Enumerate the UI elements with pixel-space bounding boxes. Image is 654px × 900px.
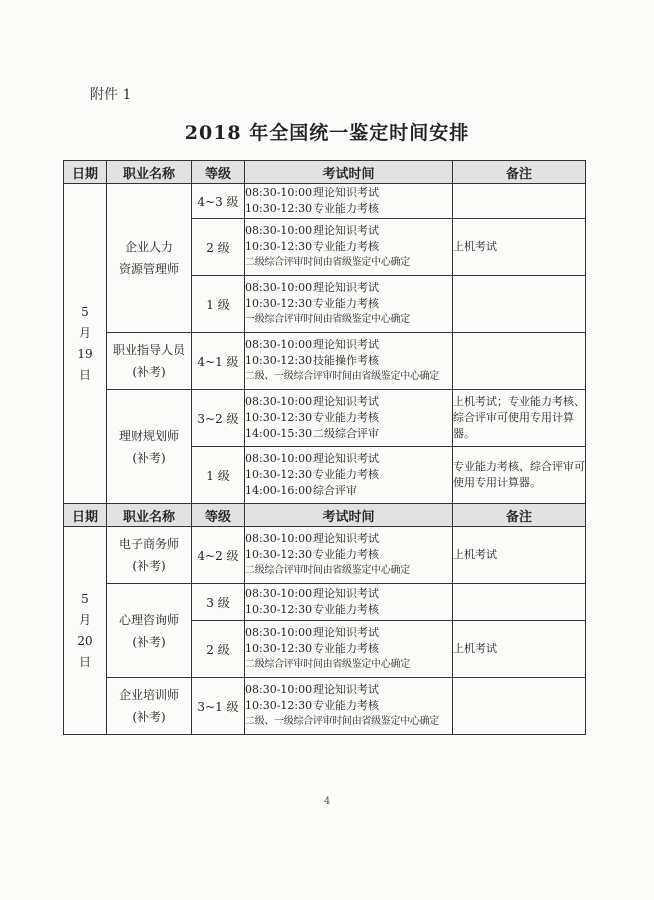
header-level: 等级 bbox=[192, 161, 245, 184]
table-row bbox=[64, 584, 586, 621]
time-cell: 08:30-10:00理论知识考试 10:30-12:30专业能力考核 14:00-16:00综合评审 bbox=[245, 447, 453, 504]
occupation-name: 理财规划师 (补考) bbox=[107, 390, 192, 504]
level-cell: 2 级 bbox=[192, 621, 245, 678]
time-cell: 08:30-10:00理论知识考试 10:30-12:30技能操作考核 二级、一级综合评审时间由省级鉴定中心确定 bbox=[245, 333, 453, 390]
time-cell: 08:30-10:00理论知识考试 10:30-12:30专业能力考核 一级综合评审时间由省级鉴定中心确定 bbox=[245, 276, 453, 333]
remark-cell bbox=[453, 584, 586, 621]
header-date: 日期 bbox=[64, 504, 107, 527]
table-row bbox=[64, 333, 586, 390]
time-cell: 08:30-10:00理论知识考试 10:30-12:30专业能力考核 二级综合评审时间由省级鉴定中心确定 bbox=[245, 621, 453, 678]
time-cell: 08:30-10:00理论知识考试 10:30-12:30专业能力考核 二级、一级综合评审时间由省级鉴定中心确定 bbox=[245, 678, 453, 735]
occupation-name: 心理咨询师 (补考) bbox=[107, 584, 192, 678]
table-row bbox=[64, 678, 586, 735]
table-row bbox=[64, 527, 586, 584]
level-cell: 3~2 级 bbox=[192, 390, 245, 447]
page-title: 2018 年全国统一鉴定时间安排 bbox=[184, 122, 470, 144]
occupation-name: 企业人力 资源管理师 bbox=[107, 184, 192, 333]
remark-cell: 专业能力考核、综合评审可使用专用计算器。 bbox=[453, 447, 586, 504]
header-level: 等级 bbox=[192, 504, 245, 527]
occupation-name: 企业培训师 (补考) bbox=[107, 678, 192, 735]
header-date: 日期 bbox=[64, 161, 107, 184]
remark-cell bbox=[453, 276, 586, 333]
header-remark: 备注 bbox=[453, 504, 586, 527]
level-cell: 4~3 级 bbox=[192, 184, 245, 219]
level-cell: 4~1 级 bbox=[192, 333, 245, 390]
time-cell: 08:30-10:00理论知识考试 10:30-12:30专业能力考核 bbox=[245, 584, 453, 621]
schedule-table bbox=[63, 160, 586, 735]
remark-cell: 上机考试 bbox=[453, 527, 586, 584]
level-cell: 1 级 bbox=[192, 276, 245, 333]
time-cell: 08:30-10:00理论知识考试 10:30-12:30专业能力考核 二级综合评审时间由省级鉴定中心确定 bbox=[245, 219, 453, 276]
header-name: 职业名称 bbox=[107, 161, 192, 184]
time-cell: 08:30-10:00理论知识考试 10:30-12:30专业能力考核 14:00-15:30二级综合评审 bbox=[245, 390, 453, 447]
remark-cell: 上机考试；专业能力考核、综合评审可使用专用计算器。 bbox=[453, 390, 586, 447]
remark-cell: 上机考试 bbox=[453, 621, 586, 678]
header-time: 考试时间 bbox=[245, 161, 453, 184]
attachment-label: 附件 1 bbox=[90, 87, 132, 103]
occupation-name: 电子商务师 (补考) bbox=[107, 527, 192, 584]
level-cell: 3~1 级 bbox=[192, 678, 245, 735]
level-cell: 1 级 bbox=[192, 447, 245, 504]
table-row bbox=[64, 390, 586, 447]
remark-cell bbox=[453, 333, 586, 390]
header-row bbox=[64, 504, 586, 527]
table-row bbox=[64, 184, 586, 219]
time-cell: 08:30-10:00理论知识考试 10:30-12:30专业能力考核 二级综合评审时间由省级鉴定中心确定 bbox=[245, 527, 453, 584]
level-cell: 2 级 bbox=[192, 219, 245, 276]
occupation-name: 职业指导人员 (补考) bbox=[107, 333, 192, 390]
header-remark: 备注 bbox=[453, 161, 586, 184]
date-cell: 5 月 20 日 bbox=[64, 527, 107, 735]
level-cell: 3 级 bbox=[192, 584, 245, 621]
remark-cell bbox=[453, 678, 586, 735]
header-row bbox=[64, 161, 586, 184]
page-number: 4 bbox=[323, 796, 331, 807]
remark-cell bbox=[453, 184, 586, 219]
date-cell: 5 月 19 日 bbox=[64, 184, 107, 504]
level-cell: 4~2 级 bbox=[192, 527, 245, 584]
header-name: 职业名称 bbox=[107, 504, 192, 527]
time-cell: 08:30-10:00理论知识考试 10:30-12:30专业能力考核 bbox=[245, 184, 453, 219]
remark-cell: 上机考试 bbox=[453, 219, 586, 276]
header-time: 考试时间 bbox=[245, 504, 453, 527]
